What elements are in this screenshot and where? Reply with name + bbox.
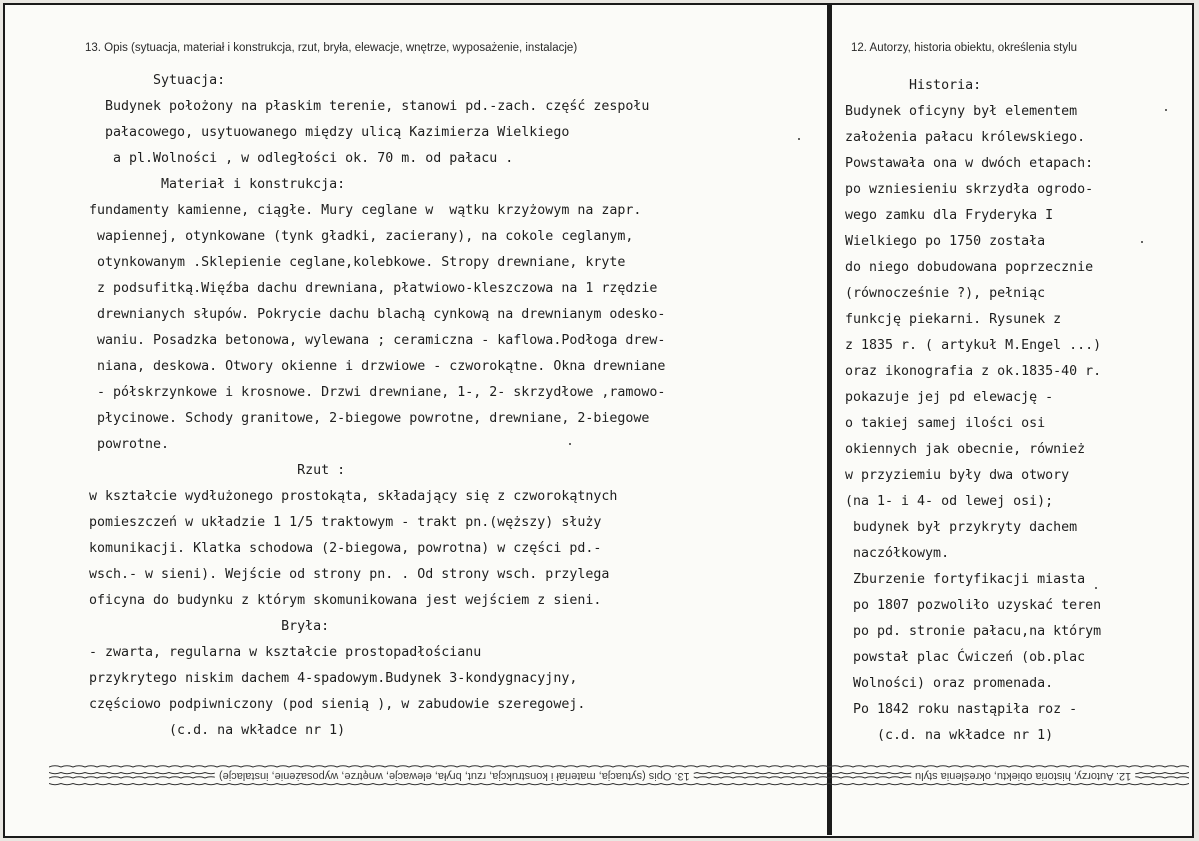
description-line: pomieszczeń w układzie 1 1/5 traktowym - trakt pn.(węższy) służy: [89, 515, 602, 530]
description-line: Sytuacja:: [89, 73, 226, 88]
history-line: pokazuje jej pd elewację -: [845, 390, 1054, 405]
history-line: po 1807 pozwoliło uzyskać teren: [845, 598, 1102, 613]
history-text-block: [845, 73, 1101, 749]
ink-speck: [1141, 241, 1143, 243]
history-line: po wzniesieniu skrzydła ogrodo-: [845, 182, 1094, 197]
ink-speck: [1165, 109, 1167, 111]
history-line: Po 1842 roku nastąpiła roz -: [845, 702, 1078, 717]
description-line: częściowo podpiwniczony (pod sienią ), w zabudowie szeregowej.: [89, 697, 586, 712]
description-line: wsch.- w sieni). Wejście od strony pn. . Od strony wsch. przylega: [89, 567, 610, 582]
description-line: płycinowe. Schody granitowe, 2-biegowe powrotne, drewniane, 2-biegowe: [89, 411, 650, 426]
history-line: o takiej samej ilości osi: [845, 416, 1046, 431]
description-line: - półskrzynkowe i krosnowe. Drzwi drewniane, 1-, 2- skrzydłowe ,ramowo-: [89, 385, 666, 400]
description-line: pałacowego, usytuowanego między ulicą Kazimierza Wielkiego: [89, 125, 570, 140]
description-line: Materiał i konstrukcja:: [89, 177, 346, 192]
history-line: wego zamku dla Fryderyka I: [845, 208, 1054, 223]
description-text-block: [89, 68, 665, 744]
history-line: (c.d. na wkładce nr 1): [845, 728, 1054, 743]
description-line: Budynek położony na płaskim terenie, stanowi pd.-zach. część zespołu: [89, 99, 650, 114]
history-line: funkcję piekarni. Rysunek z: [845, 312, 1062, 327]
history-line: Wielkiego po 1750 została: [845, 234, 1046, 249]
description-line: a pl.Wolności , w odległości ok. 70 m. od pałacu .: [89, 151, 514, 166]
history-line: okiennych jak obecnie, również: [845, 442, 1086, 457]
wave-line: [49, 784, 1189, 785]
history-line: do niego dobudowana poprzecznie: [845, 260, 1094, 275]
description-line: - zwarta, regularna w kształcie prostopadłościanu: [89, 645, 482, 660]
document-page: [3, 3, 1194, 838]
left-section-header: 13. Opis (sytuacja, materiał i konstrukcja, rzut, bryła, elewacje, wnętrze, wyposażenie, instalacje): [85, 42, 578, 54]
description-line: przykrytego niskim dachem 4-spadowym.Budynek 3-kondygnacyjny,: [89, 671, 578, 686]
column-divider: [827, 5, 832, 835]
history-line: naczółkowym.: [845, 546, 950, 561]
history-line: Budynek oficyny był elementem: [845, 104, 1078, 119]
history-line: z 1835 r. ( artykuł M.Engel ...): [845, 338, 1102, 353]
description-line: z podsufitką.Więźba dachu drewniana, płatwiowo-kleszczowa na 1 rzędzie: [89, 281, 658, 296]
description-line: powrotne.: [89, 437, 170, 452]
description-line: komunikacji. Klatka schodowa (2-biegowa, powrotna) w części pd.-: [89, 541, 602, 556]
history-line: powstał plac Ćwiczeń (ob.plac: [845, 650, 1086, 665]
ink-speck: [569, 443, 571, 445]
right-section-header: 12. Autorzy, historia obiektu, określenia stylu: [851, 42, 1078, 54]
ink-speck: [1095, 587, 1097, 589]
history-line: Powstawała ona w dwóch etapach:: [845, 156, 1094, 171]
mirrored-footer-left: 13. Opis (sytuacja, materiał i konstrukcja, rzut, bryła, elewacje, wnętrze, wyposażenie, instalacje): [215, 770, 694, 782]
mirrored-footer-right: 12. Autorzy, historia obiektu, określenia stylu: [911, 770, 1135, 782]
history-line: w przyziemiu były dwa otwory: [845, 468, 1070, 483]
history-line: po pd. stronie pałacu,na którym: [845, 624, 1102, 639]
description-line: Bryła:: [89, 619, 330, 634]
description-line: w kształcie wydłużonego prostokąta, składający się z czworokątnych: [89, 489, 618, 504]
history-line: założenia pałacu królewskiego.: [845, 130, 1086, 145]
description-line: otynkowanym .Sklepienie ceglane,kolebkowe. Stropy drewniane, kryte: [89, 255, 626, 270]
description-line: drewnianych słupów. Pokrycie dachu blachą cynkową na drewnianym odesko-: [89, 307, 666, 322]
history-line: budynek był przykryty dachem: [845, 520, 1078, 535]
ink-speck: [798, 138, 800, 140]
history-line: Historia:: [845, 78, 982, 93]
history-line: oraz ikonografia z ok.1835-40 r.: [845, 364, 1102, 379]
description-line: fundamenty kamienne, ciągłe. Mury ceglane w wątku krzyżowym na zapr.: [89, 203, 642, 218]
description-line: waniu. Posadzka betonowa, wylewana ; ceramiczna - kaflowa.Podłoga drew-: [89, 333, 666, 348]
description-line: (c.d. na wkładce nr 1): [89, 723, 346, 738]
history-line: (równocześnie ?), pełniąc: [845, 286, 1046, 301]
history-line: (na 1- i 4- od lewej osi);: [845, 494, 1054, 509]
history-line: Zburzenie fortyfikacji miasta: [845, 572, 1086, 587]
wave-line: [49, 766, 1189, 767]
description-line: Rzut :: [89, 463, 346, 478]
description-line: oficyna do budynku z którym skomunikowana jest wejściem z sieni.: [89, 593, 602, 608]
description-line: wapiennej, otynkowane (tynk gładki, zacierany), na cokole ceglanym,: [89, 229, 634, 244]
history-line: Wolności) oraz promenada.: [845, 676, 1054, 691]
description-line: niana, deskowa. Otwory okienne i drzwiowe - czworokątne. Okna drewniane: [89, 359, 666, 374]
